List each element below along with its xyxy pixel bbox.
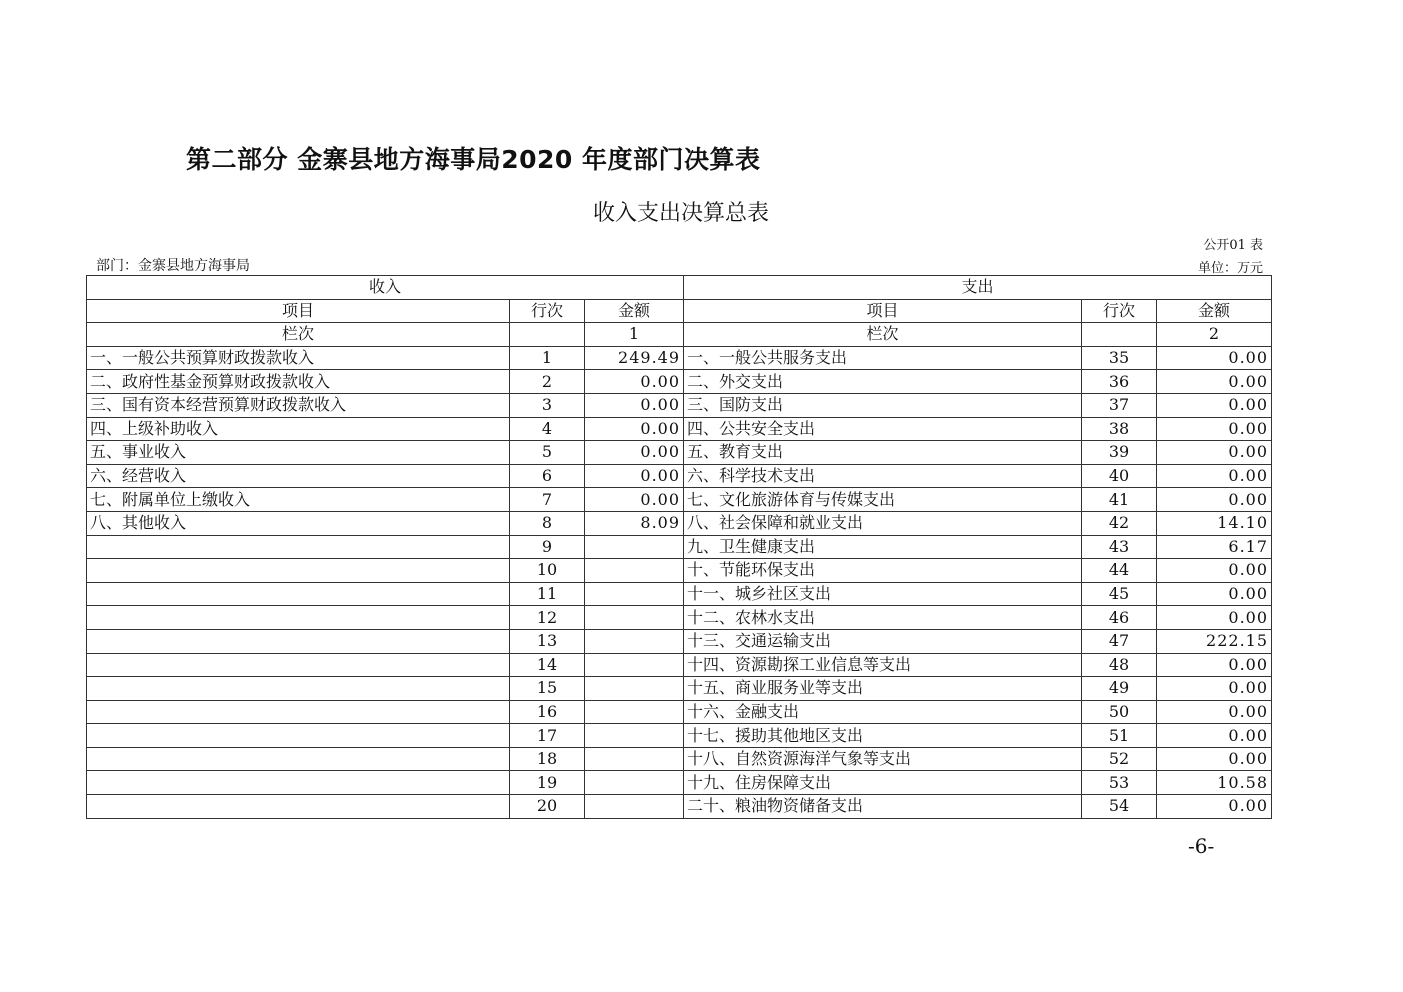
expense-item-cell: 一、一般公共服务支出 [684, 346, 1082, 370]
expense-amount-cell: 0.00 [1157, 795, 1272, 819]
expense-item-cell: 二、外交支出 [684, 370, 1082, 394]
expense-item-cell: 十二、农林水支出 [684, 606, 1082, 630]
income-item-cell: 五、事业收入 [87, 441, 510, 465]
expense-amount-cell: 0.00 [1157, 582, 1272, 606]
income-row-no-cell: 2 [510, 370, 585, 394]
expense-row-no-cell: 43 [1082, 535, 1157, 559]
expense-amount-cell: 10.58 [1157, 771, 1272, 795]
income-expense-table [86, 275, 1272, 819]
table-row [87, 747, 1272, 771]
expense-column-index: 2 [1157, 323, 1272, 347]
page-number: -6- [1188, 834, 1215, 858]
expense-row-no-cell: 42 [1082, 511, 1157, 535]
expense-amount-cell: 222.15 [1157, 629, 1272, 653]
table-row [87, 629, 1272, 653]
expense-amount-cell: 0.00 [1157, 747, 1272, 771]
income-row-no-cell: 12 [510, 606, 585, 630]
expense-amount-cell: 0.00 [1157, 559, 1272, 583]
expense-amount-header: 金额 [1157, 299, 1272, 323]
expense-item-cell: 十一、城乡社区支出 [684, 582, 1082, 606]
expense-item-cell: 十、节能环保支出 [684, 559, 1082, 583]
expense-item-cell: 九、卫生健康支出 [684, 535, 1082, 559]
table-row [87, 393, 1272, 417]
income-amount-cell: 0.00 [585, 441, 684, 465]
unit-label: 单位：万元 [1197, 261, 1263, 276]
income-amount-cell [585, 747, 684, 771]
expense-amount-cell: 0.00 [1157, 346, 1272, 370]
empty-cell [510, 323, 585, 347]
expense-amount-cell: 0.00 [1157, 677, 1272, 701]
expense-row-no-cell: 53 [1082, 771, 1157, 795]
expense-item-cell: 三、国防支出 [684, 393, 1082, 417]
expense-row-no-cell: 52 [1082, 747, 1157, 771]
income-item-cell [87, 535, 510, 559]
income-column-index: 1 [585, 323, 684, 347]
expense-row-no-cell: 48 [1082, 653, 1157, 677]
table-row [87, 795, 1272, 819]
table-row [87, 559, 1272, 583]
income-row-no-cell: 1 [510, 346, 585, 370]
expense-row-no-cell: 51 [1082, 724, 1157, 748]
income-item-cell: 八、其他收入 [87, 511, 510, 535]
income-column-label: 栏次 [87, 323, 510, 347]
income-amount-cell [585, 771, 684, 795]
income-item-cell: 六、经营收入 [87, 464, 510, 488]
expense-item-cell: 十三、交通运输支出 [684, 629, 1082, 653]
expense-amount-cell: 0.00 [1157, 653, 1272, 677]
income-amount-cell: 0.00 [585, 464, 684, 488]
expense-amount-cell: 0.00 [1157, 464, 1272, 488]
income-amount-cell: 0.00 [585, 488, 684, 512]
expense-item-cell: 八、社会保障和就业支出 [684, 511, 1082, 535]
expense-item-header: 项目 [684, 299, 1082, 323]
expense-row-no-cell: 49 [1082, 677, 1157, 701]
income-row-no-cell: 19 [510, 771, 585, 795]
income-item-cell [87, 582, 510, 606]
income-row-no-cell: 9 [510, 535, 585, 559]
income-row-no-cell: 7 [510, 488, 585, 512]
table-row [87, 677, 1272, 701]
table-code: 公开01 表 [1203, 238, 1263, 253]
expense-row-no-cell: 41 [1082, 488, 1157, 512]
expense-item-cell: 六、科学技术支出 [684, 464, 1082, 488]
expense-row-no-header: 行次 [1082, 299, 1157, 323]
income-item-cell: 二、政府性基金预算财政拨款收入 [87, 370, 510, 394]
expense-row-no-cell: 54 [1082, 795, 1157, 819]
income-amount-cell [585, 677, 684, 701]
table-row [87, 606, 1272, 630]
expense-amount-cell: 0.00 [1157, 488, 1272, 512]
expense-row-no-cell: 36 [1082, 370, 1157, 394]
table-row [87, 535, 1272, 559]
income-item-cell: 七、附属单位上缴收入 [87, 488, 510, 512]
income-item-cell [87, 724, 510, 748]
income-item-cell [87, 629, 510, 653]
income-amount-cell [585, 795, 684, 819]
table-row [87, 724, 1272, 748]
expense-item-cell: 十七、援助其他地区支出 [684, 724, 1082, 748]
income-item-cell: 四、上级补助收入 [87, 417, 510, 441]
income-amount-cell [585, 629, 684, 653]
income-row-no-header: 行次 [510, 299, 585, 323]
income-item-cell [87, 559, 510, 583]
expense-amount-cell: 0.00 [1157, 441, 1272, 465]
income-amount-cell [585, 653, 684, 677]
table-row [87, 700, 1272, 724]
expense-item-cell: 四、公共安全支出 [684, 417, 1082, 441]
table-row [87, 464, 1272, 488]
expense-amount-cell: 6.17 [1157, 535, 1272, 559]
expense-row-no-cell: 38 [1082, 417, 1157, 441]
expense-row-no-cell: 39 [1082, 441, 1157, 465]
column-header-row [87, 299, 1272, 323]
income-row-no-cell: 15 [510, 677, 585, 701]
table-row [87, 488, 1272, 512]
expense-amount-cell: 0.00 [1157, 417, 1272, 441]
income-amount-cell [585, 606, 684, 630]
income-row-no-cell: 6 [510, 464, 585, 488]
income-row-no-cell: 11 [510, 582, 585, 606]
expense-item-cell: 十四、资源勘探工业信息等支出 [684, 653, 1082, 677]
income-row-no-cell: 13 [510, 629, 585, 653]
expense-row-no-cell: 35 [1082, 346, 1157, 370]
income-item-cell [87, 606, 510, 630]
expense-item-cell: 十九、住房保障支出 [684, 771, 1082, 795]
page-title: 第二部分 金寨县地方海事局2020 年度部门决算表 [186, 145, 761, 174]
income-item-cell: 一、一般公共预算财政拨款收入 [87, 346, 510, 370]
expense-row-no-cell: 45 [1082, 582, 1157, 606]
income-amount-cell: 0.00 [585, 417, 684, 441]
table-row [87, 582, 1272, 606]
income-amount-cell [585, 724, 684, 748]
empty-cell [1082, 323, 1157, 347]
table-row [87, 771, 1272, 795]
income-item-cell [87, 653, 510, 677]
expense-item-cell: 二十、粮油物资储备支出 [684, 795, 1082, 819]
income-amount-header: 金额 [585, 299, 684, 323]
income-item-cell [87, 747, 510, 771]
income-item-cell [87, 677, 510, 701]
expense-amount-cell: 14.10 [1157, 511, 1272, 535]
expense-item-cell: 五、教育支出 [684, 441, 1082, 465]
expense-section-header: 支出 [684, 276, 1272, 300]
income-amount-cell [585, 559, 684, 583]
expense-row-no-cell: 50 [1082, 700, 1157, 724]
income-row-no-cell: 8 [510, 511, 585, 535]
expense-item-cell: 七、文化旅游体育与传媒支出 [684, 488, 1082, 512]
expense-amount-cell: 0.00 [1157, 700, 1272, 724]
income-row-no-cell: 4 [510, 417, 585, 441]
department-label: 部门：金寨县地方海事局 [96, 258, 250, 274]
income-amount-cell [585, 535, 684, 559]
income-amount-cell: 0.00 [585, 370, 684, 394]
table-title: 收入支出决算总表 [592, 201, 769, 226]
income-amount-cell: 0.00 [585, 393, 684, 417]
table-row [87, 653, 1272, 677]
table-row [87, 346, 1272, 370]
expense-row-no-cell: 44 [1082, 559, 1157, 583]
expense-amount-cell: 0.00 [1157, 606, 1272, 630]
income-amount-cell: 8.09 [585, 511, 684, 535]
table-row [87, 370, 1272, 394]
table-row [87, 441, 1272, 465]
expense-column-label: 栏次 [684, 323, 1082, 347]
income-row-no-cell: 20 [510, 795, 585, 819]
income-item-cell: 三、国有资本经营预算财政拨款收入 [87, 393, 510, 417]
income-item-cell [87, 771, 510, 795]
income-row-no-cell: 14 [510, 653, 585, 677]
expense-row-no-cell: 47 [1082, 629, 1157, 653]
income-section-header: 收入 [87, 276, 684, 300]
expense-amount-cell: 0.00 [1157, 393, 1272, 417]
income-row-no-cell: 17 [510, 724, 585, 748]
income-row-no-cell: 16 [510, 700, 585, 724]
income-amount-cell [585, 582, 684, 606]
income-amount-cell [585, 700, 684, 724]
income-amount-cell: 249.49 [585, 346, 684, 370]
income-row-no-cell: 18 [510, 747, 585, 771]
income-item-header: 项目 [87, 299, 510, 323]
section-header-row [87, 276, 1272, 300]
expense-row-no-cell: 37 [1082, 393, 1157, 417]
expense-item-cell: 十五、商业服务业等支出 [684, 677, 1082, 701]
income-item-cell [87, 700, 510, 724]
expense-item-cell: 十六、金融支出 [684, 700, 1082, 724]
expense-row-no-cell: 40 [1082, 464, 1157, 488]
expense-row-no-cell: 46 [1082, 606, 1157, 630]
income-item-cell [87, 795, 510, 819]
expense-amount-cell: 0.00 [1157, 724, 1272, 748]
expense-item-cell: 十八、自然资源海洋气象等支出 [684, 747, 1082, 771]
expense-amount-cell: 0.00 [1157, 370, 1272, 394]
income-row-no-cell: 3 [510, 393, 585, 417]
column-index-row [87, 323, 1272, 347]
income-row-no-cell: 10 [510, 559, 585, 583]
income-row-no-cell: 5 [510, 441, 585, 465]
table-row [87, 511, 1272, 535]
table-row [87, 417, 1272, 441]
